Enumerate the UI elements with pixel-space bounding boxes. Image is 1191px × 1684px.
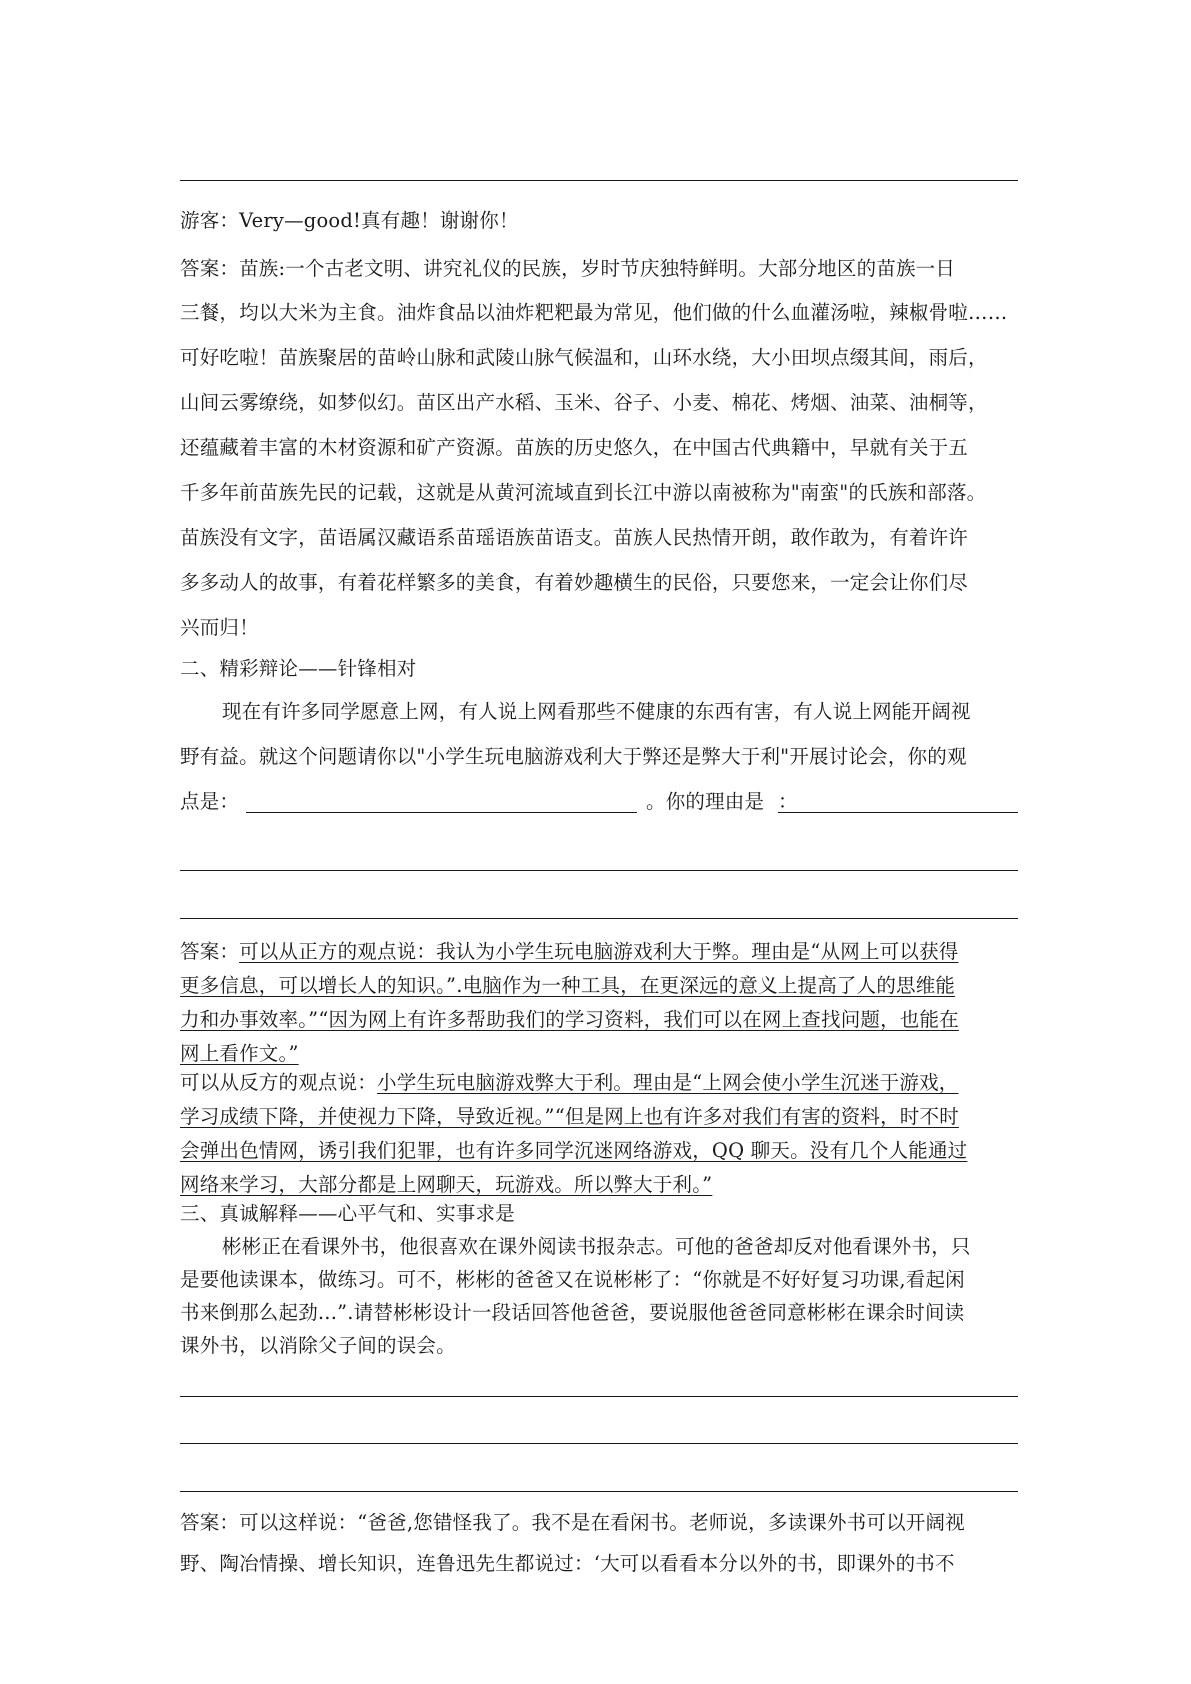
answer-line: 三餐，均以大米为主食。油炸食品以油炸粑粑最为常见，他们做的什么血灌汤啦，辣椒骨啦…… [180, 301, 1008, 324]
prompt-line: 彬彬正在看课外书，他很喜欢在课外阅读书报杂志。可他的爸爸却反对他看课外书，只 [222, 1235, 971, 1258]
divider-rule [180, 180, 1018, 181]
viewpoint-label: 点是： [180, 790, 240, 813]
answer-line: 山间云雾缭绕，如梦似幻。苗区出产水稻、玉米、谷子、小麦、棉花、烤烟、油菜、油桐等， [180, 391, 988, 414]
viewpoint-answer-blank[interactable] [246, 812, 637, 813]
answer-line: 学习成绩下降，并使视力下降，导致近视。”“但是网上也有许多对我们有害的资料，时不时 [180, 1105, 959, 1128]
prompt-line: 课外书，以消除父子间的误会。 [180, 1334, 456, 1357]
answer-line: 力和办事效率。”“因为网上有许多帮助我们的学习资料，我们可以在网上查找问题，也能在 [180, 1008, 959, 1031]
answer-line: 千多年前苗族先民的记载，这就是从黄河流域直到长江中游以南被称为"南蛮"的氏族和部落。 [180, 481, 987, 504]
reason-label: 。你的理由是 [646, 790, 765, 813]
section-heading: 三、真诚解释——心平气和、实事求是 [180, 1202, 515, 1225]
answer-line: 野、陶冶情操、增长知识，连鲁迅先生都说过：‘大可以看看本分以外的书，即课外的书不 [180, 1552, 955, 1575]
answer-line: 兴而归！ [180, 616, 259, 639]
answer-blank-line[interactable] [180, 1491, 1018, 1492]
answer-blank-line[interactable] [180, 918, 1018, 919]
answer-line: 答案：苗族:一个古老文明、讲究礼仪的民族，岁时节庆独特鲜明。大部分地区的苗族一日 [180, 257, 956, 280]
visitor-line: 游客：Very—good!真有趣！谢谢你！ [180, 209, 519, 232]
answer-line: 答案：可以这样说：“爸爸,您错怪我了。我不是在看闲书。老师说，多读课外书可以开阔视 [180, 1511, 965, 1534]
prompt-line: 野有益。就这个问题请你以"小学生玩电脑游戏利大于弊还是弊大于利"开展讨论会，你的观 [180, 745, 967, 768]
answer-blank-line[interactable] [180, 1443, 1018, 1444]
prompt-line: 现在有许多同学愿意上网，有人说上网看那些不健康的东西有害，有人说上网能开阔视 [222, 700, 971, 723]
answer-line: 苗族没有文字，苗语属汉藏语系苗瑶语族苗语支。苗族人民热情开朗，敢作敢为，有着许许 [180, 526, 969, 549]
answer-line: 还蕴藏着丰富的木材资源和矿产资源。苗族的历史悠久，在中国古代典籍中，早就有关于五 [180, 436, 969, 459]
answer-text: 小学生玩电脑游戏弊大于利。理由是“上网会使小学生沉迷于游戏， [377, 1071, 959, 1094]
reason-answer-blank[interactable] [778, 812, 1018, 813]
answer-text: 可以从正方的观点说：我认为小学生玩电脑游戏利大于弊。理由是“从网上可以获得 [239, 940, 959, 963]
section-heading: 二、精彩辩论——针锋相对 [180, 657, 417, 680]
answer-prefix: 答案： [180, 940, 240, 963]
answer-line: 多多动人的故事，有着花样繁多的美食，有着妙趣横生的民俗，只要您来，一定会让你们尽 [180, 571, 969, 594]
answer-line: 更多信息，可以增长人的知识。”.电脑作为一种工具，在更深远的意义上提高了人的思维能 [180, 974, 956, 997]
reason-colon: ： [778, 790, 798, 813]
answer-line [180, 936, 1040, 964]
prompt-line: 书来倒那么起劲...”.请替彬彬设计一段话回答他爸爸，要说服他爸爸同意彬彬在课余时间读 [180, 1301, 965, 1324]
answer-line: 可好吃啦！苗族聚居的苗岭山脉和武陵山脉气候温和，山环水绕，大小田坝点缀其间，雨后， [180, 346, 988, 369]
answer-blank-line[interactable] [180, 870, 1018, 871]
answer-line: 网络来学习，大部分都是上网聊天，玩游戏。所以弊大于利。” [180, 1173, 713, 1196]
answer-line [180, 1067, 1040, 1095]
answer-line: 网上看作文。” [180, 1042, 299, 1065]
answer-blank-line[interactable] [180, 1396, 1018, 1397]
prompt-line: 是要他读课本，做练习。可不，彬彬的爸爸又在说彬彬了：“你就是不好好复习功课,看起闲 [180, 1268, 965, 1291]
answer-line: 会弹出色情网，诱引我们犯罪，也有许多同学沉迷网络游戏，QQ 聊天。没有几个人能通过 [180, 1139, 968, 1162]
con-prefix: 可以从反方的观点说： [180, 1071, 378, 1094]
